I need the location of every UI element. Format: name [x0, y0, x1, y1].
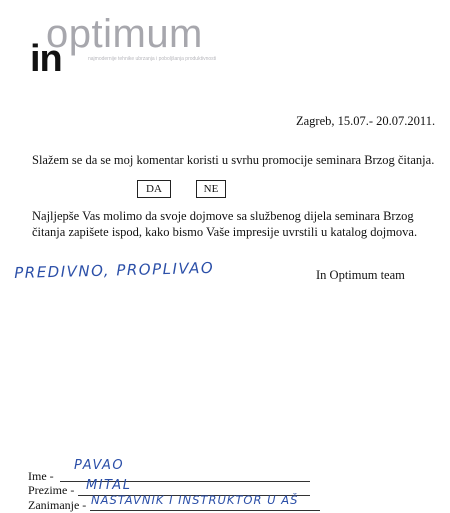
logo-optimum-wordmark: optimum	[46, 12, 203, 56]
first-name-label: Ime -	[28, 469, 54, 483]
handwritten-impression: PREDIVNO, PROPLIVAO	[14, 258, 215, 282]
team-signature: In Optimum team	[316, 268, 405, 282]
consent-no-box[interactable]	[196, 180, 226, 198]
occupation-line[interactable]	[90, 510, 320, 511]
consent-yes-label: DA	[146, 183, 162, 195]
handwritten-last-name: MITAL	[86, 478, 132, 493]
date-line: Zagreb, 15.07.- 20.07.2011.	[296, 114, 436, 128]
logo-tagline: najmodernije tehnike ubrzanja i poboljšanja produktivnosti	[88, 56, 217, 62]
logo-in-wordmark: in	[30, 38, 62, 80]
last-name-label: Prezime -	[28, 483, 75, 497]
impressions-request: Najljepše Vas molimo da svoje dojmove sa službenog dijela seminara Brzog čitanja zapišete ispod, kako bismo Vaše impresije uvrstili u katalog dojmova.	[32, 209, 418, 239]
consent-yes-box[interactable]	[137, 180, 171, 198]
consent-statement: Slažem se da se moj komentar koristi u svrhu promocije seminara Brzog čitanja.	[32, 153, 435, 167]
handwritten-first-name: PAVAO	[74, 458, 125, 473]
consent-no-label: NE	[203, 183, 219, 195]
handwritten-occupation: NASTAVNIK I INSTRUKTOR U AŠ	[91, 493, 299, 507]
occupation-label: Zanimanje -	[28, 498, 87, 512]
